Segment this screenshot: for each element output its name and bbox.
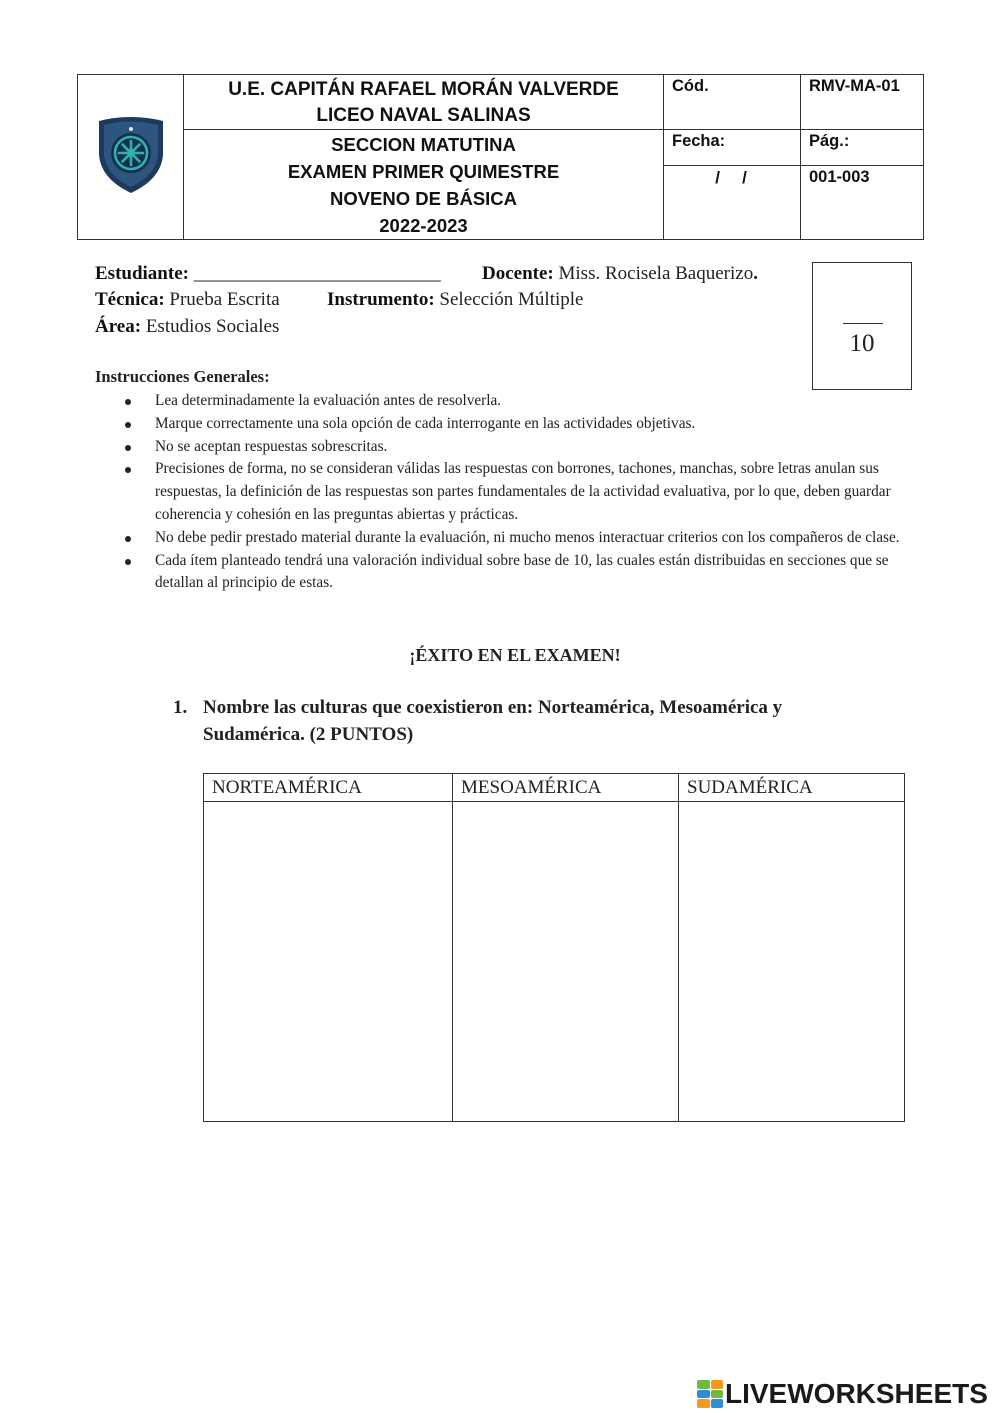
instruction-item: Cada ítem planteado tendrá una valoración individual sobre base de 10, las cuales están distribuidas en secciones que se detallan al principio de estas.	[122, 550, 932, 596]
instructions-title: Instrucciones Generales:	[95, 367, 270, 386]
bullet-icon	[125, 445, 131, 451]
fecha-label: Fecha:	[664, 130, 801, 166]
column-header-mesoamerica: MESOAMÉRICA	[453, 774, 679, 802]
bullet-icon	[125, 536, 131, 542]
liveworksheets-logo-icon	[697, 1380, 723, 1408]
instrument-label: Instrumento:	[327, 289, 435, 310]
school-name-line1: U.E. CAPITÁN RAFAEL MORÁN VALVERDE	[228, 79, 619, 100]
student-label: Estudiante:	[95, 263, 189, 284]
instruction-item: Lea determinadamente la evaluación antes de resolverla.	[122, 390, 932, 413]
question-1-line1: Nombre las culturas que coexistieron en: Norteamérica, Mesoamérica y	[203, 697, 783, 718]
question-1-line2: Sudamérica. (2 PUNTOS)	[203, 724, 414, 745]
instrument-value: Selección Múltiple	[439, 289, 584, 310]
instrument-row	[327, 286, 583, 313]
grade-name: NOVENO DE BÁSICA	[329, 188, 518, 209]
technique-label: Técnica:	[95, 289, 165, 310]
score-total: 10	[849, 330, 875, 357]
technique-row	[95, 286, 280, 313]
school-year: 2022-2023	[379, 215, 468, 236]
school-name-line2: LICEO NAVAL SALINAS	[316, 105, 531, 126]
teacher-label: Docente:	[482, 263, 554, 284]
instruction-item: Precisiones de forma, no se consideran válidas las respuestas con borrones, tachones, manchas, sobre letras anulan sus respuestas, la definición de las respuestas son partes fundamentales de la actividad evaluativa, por lo que, deben guardar coherencia y cohesión en las preguntas abiertas y prácticas.	[122, 458, 932, 526]
answer-cell-norteamerica[interactable]	[204, 802, 453, 1122]
area-label: Área:	[95, 316, 142, 337]
bullet-icon	[125, 399, 131, 405]
answer-cell-sudamerica[interactable]	[679, 802, 905, 1122]
instruction-item: No debe pedir prestado material durante la evaluación, ni mucho menos interactuar criterios con los compañeros de clase.	[122, 527, 932, 550]
school-logo-cell	[78, 75, 184, 240]
teacher-period: .	[753, 263, 758, 284]
liveworksheets-brand	[697, 1377, 988, 1411]
bullet-icon	[125, 422, 131, 428]
teacher-row	[482, 260, 758, 287]
column-header-norteamerica: NORTEAMÉRICA	[204, 774, 453, 802]
score-blank-line	[843, 323, 883, 324]
date-value: / /	[664, 166, 801, 240]
answer-cell-mesoamerica[interactable]	[453, 802, 679, 1122]
header-table	[77, 74, 924, 240]
bullet-icon	[125, 467, 131, 473]
section-name: SECCION MATUTINA	[331, 134, 516, 155]
area-value: Estudios Sociales	[145, 316, 280, 337]
instruction-item: No se aceptan respuestas sobrescritas.	[122, 436, 932, 459]
student-row	[95, 260, 441, 287]
student-name-blank[interactable]: __________________________	[193, 263, 441, 284]
bullet-icon	[125, 559, 131, 565]
school-name	[184, 75, 664, 130]
teacher-name: Miss. Rocisela Baquerizo	[558, 263, 754, 284]
success-motto: ¡ÉXITO EN EL EXAMEN!	[409, 645, 621, 665]
area-row	[95, 313, 279, 340]
answer-table	[203, 773, 905, 1122]
question-1-text	[203, 694, 923, 748]
exam-title-block	[184, 130, 664, 240]
brand-name: LIVEWORKSHEETS	[725, 1378, 988, 1409]
pag-label: Pág.:	[801, 130, 924, 166]
exam-name: EXAMEN PRIMER QUIMESTRE	[287, 161, 560, 182]
instructions-list	[122, 390, 932, 595]
cod-label: Cód.	[664, 75, 801, 130]
score-box[interactable]	[812, 262, 912, 390]
cod-value: RMV-MA-01	[801, 75, 924, 130]
instruction-item: Marque correctamente una sola opción de cada interrogante en las actividades objetivas.	[122, 413, 932, 436]
column-header-sudamerica: SUDAMÉRICA	[679, 774, 905, 802]
technique-value: Prueba Escrita	[169, 289, 280, 310]
pag-value: 001-003	[801, 166, 924, 240]
question-1-number: 1.	[173, 697, 188, 718]
school-shield-logo	[95, 115, 167, 195]
